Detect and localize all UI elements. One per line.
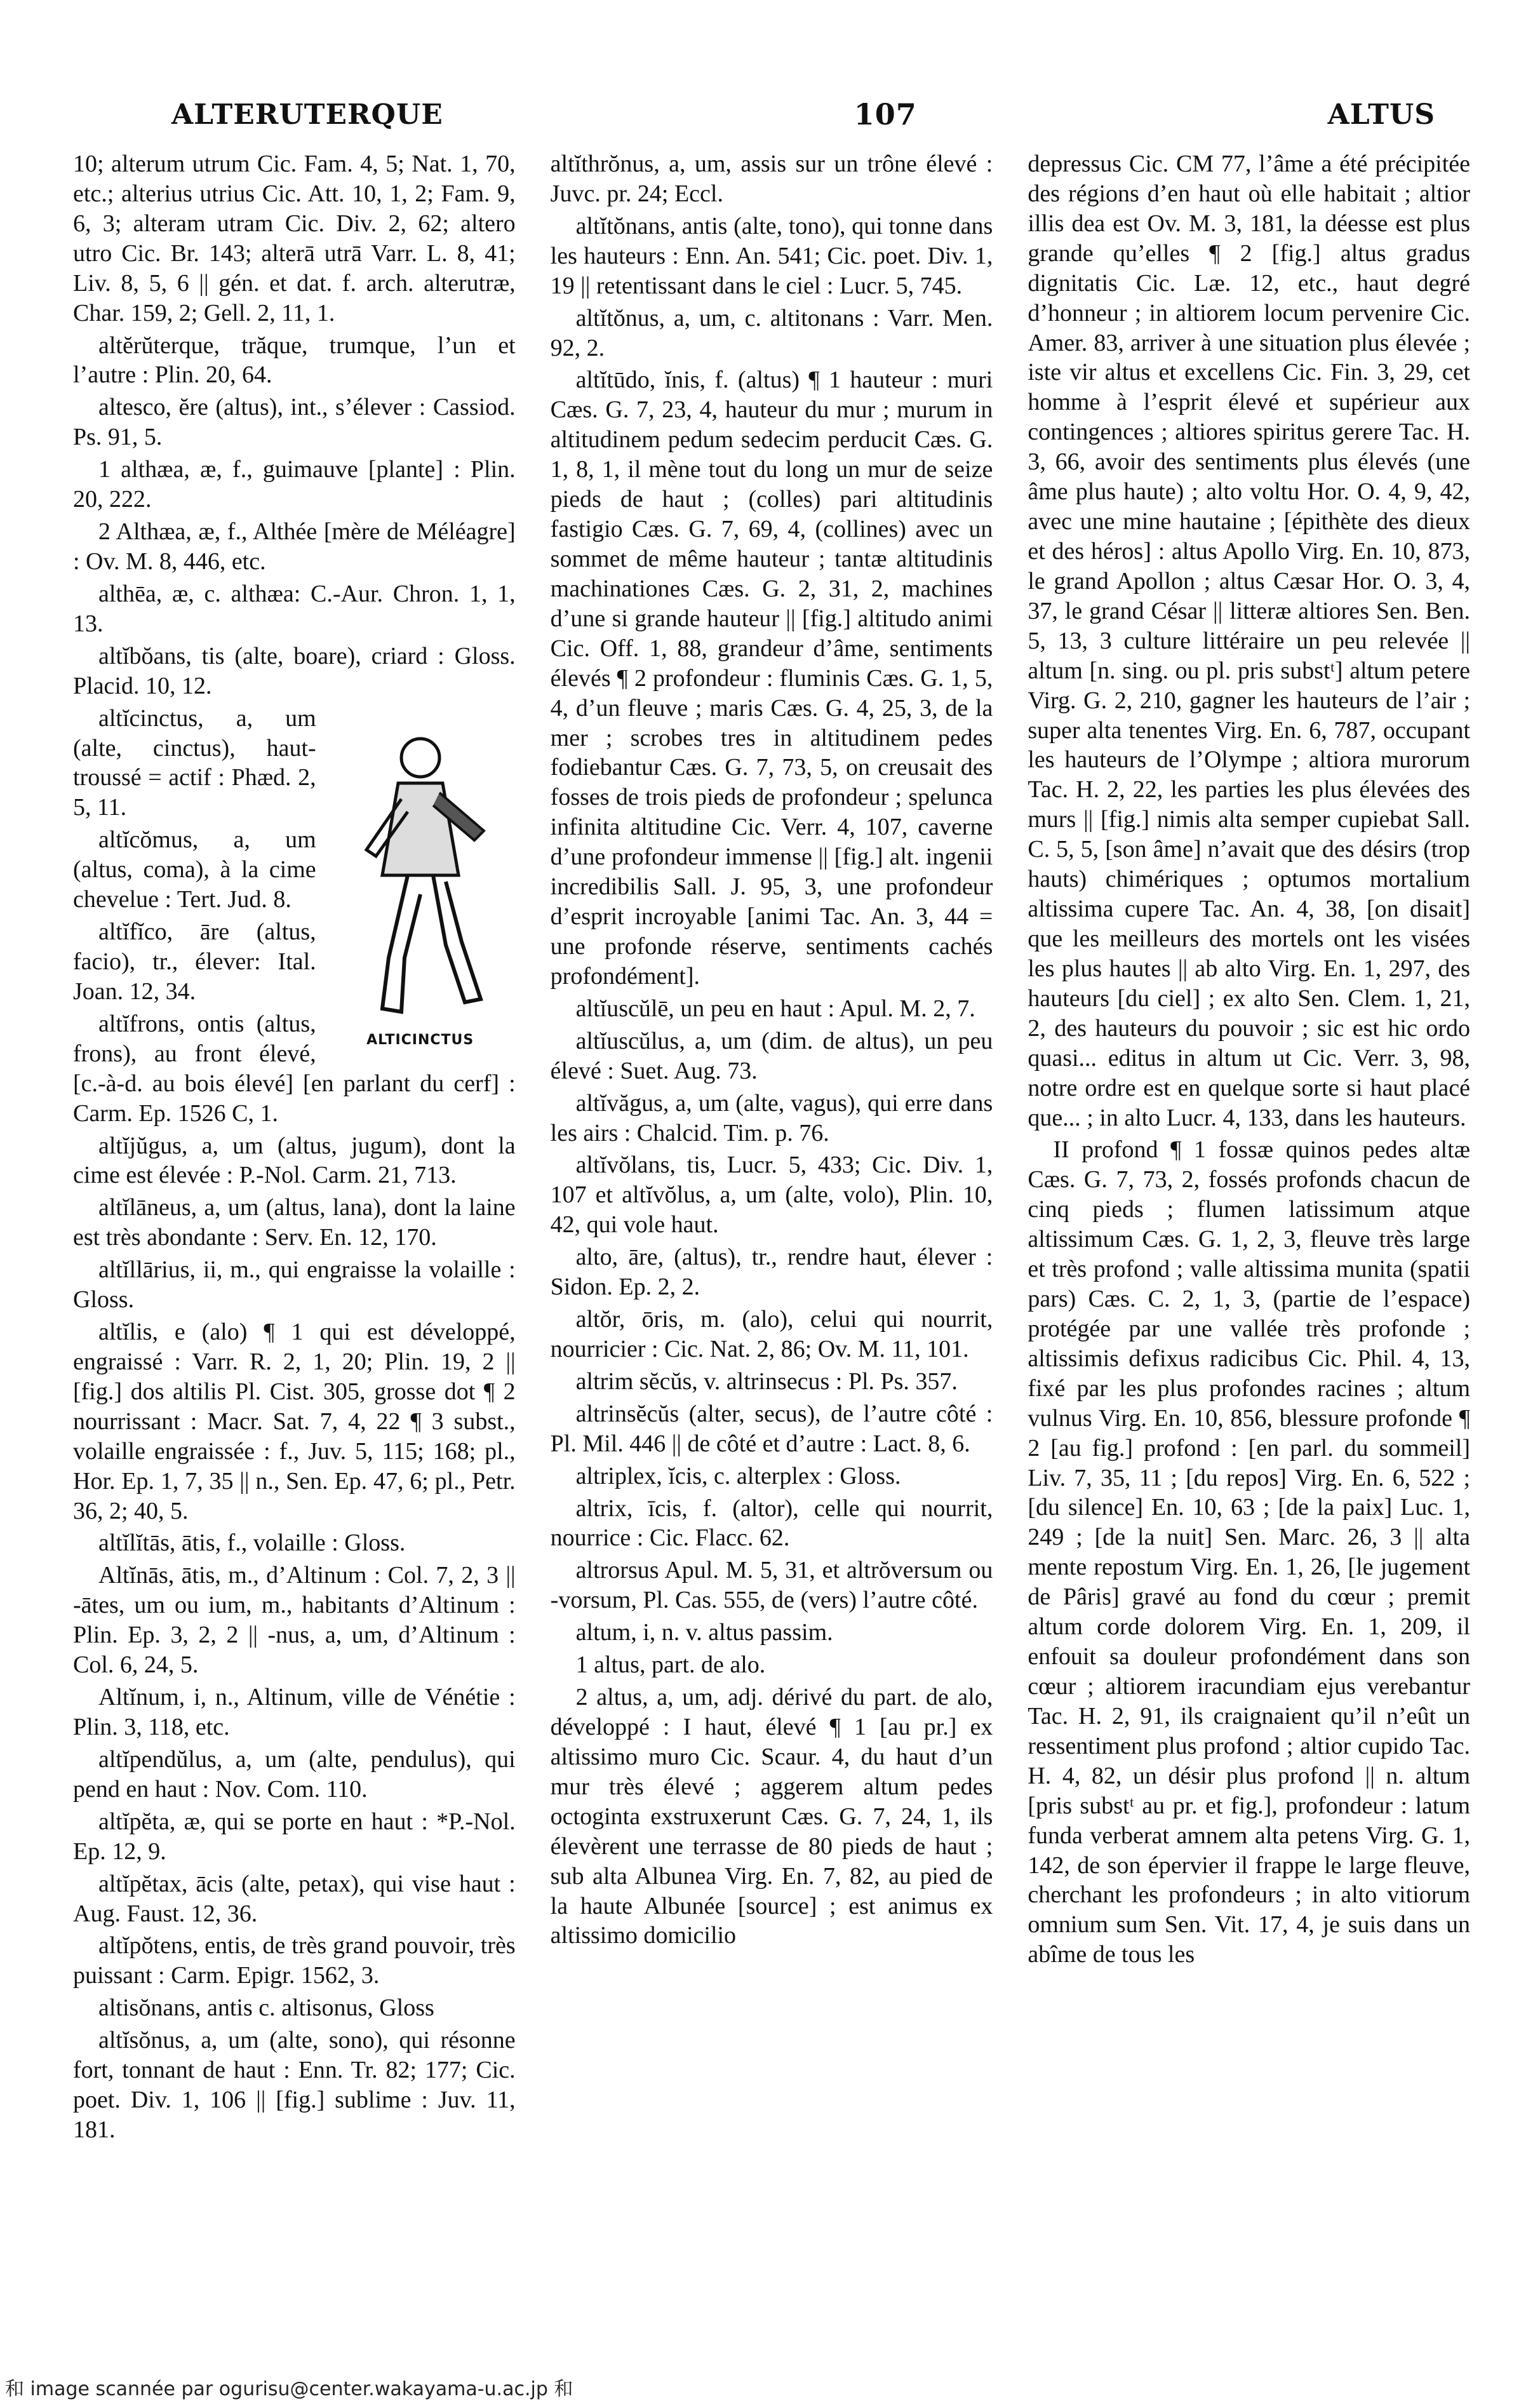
- page-number: 107: [854, 97, 917, 131]
- dictionary-entry: 10; alterum utrum Cic. Fam. 4, 5; Nat. 1, 70, etc.; alterius utrius Cic. Att. 10, 1, 2; Fam. 9, 6, 3; alteram utram Cic. Div. 2, 62; altero utro Cic. Br. 143; alterā utrā Varr. L. 8, 41; Liv. 8, 5, 6 || gén. et dat. f. arch. alterutræ, Char. 159, 2; Gell. 2, 11, 1.: [73, 151, 516, 326]
- dictionary-entry: altĭpĕta, æ, qui se porte en haut : *P.-Nol. Ep. 12, 9.: [73, 1808, 516, 1865]
- dictionary-entry: depressus Cic. CM 77, l’âme a été précipitée des régions d’en haut où elle habitait ; altior illis dea est Ov. M. 3, 181, la déesse est plus grande qu’elles ¶ 2 [fig.] altus gradus dignitatis Cic. Læ. 12, etc., haut degré d’honneur ; in altiorem locum pervenire Cic. Amer. 83, arriver à une situation plus élevée ; iste vir altus et excellens Cic. Fin. 3, 29, cet homme à l’esprit élevé et supérieur aux contingences ; altiores spiritus gerere Tac. H. 3, 66, avoir des sentiments plus élevés (une âme plus haute) ; alto voltu Hor. O. 4, 9, 42, avec une mine hautaine ; [épithète des dieux et des héros] : altus Apollo Virg. En. 10, 873, le grand Apollon ; altus Cæsar Hor. O. 3, 4, 37, le grand César || litteræ altiores Sen. Ben. 5, 13, 3 culture littéraire un peu relevée || altum [n. sing. ou pl. pris substᵗ] altum petere Virg. G. 2, 210, gagner les hauteurs de l’air ; super alta tenentes Virg. En. 6, 787, occupant les hauteurs de l’Olympe ; altiora murorum Tac. H. 2, 22, les parties les plus élevées des murs || [fig.] nimis alta semper cupiebat Sall. C. 5, 5, [son âme] n’avait que des désirs (trop hauts) chimériques ; optumos mortalium altissima cupere Tac. An. 4, 38, [on disait] que les meilleurs des mortels ont les visées les plus hautes || ab alto Virg. En. 1, 297, des hauteurs [du ciel] ; ex alto Sen. Clem. 1, 21, 2, des hauteurs du pouvoir ; sic est hic ordo quasi... editus in altum ut Cic. Verr. 3, 98, notre ordre est en quelque sorte si haut placé que... ; in alto Lucr. 4, 133, dans les hauteurs.: [1028, 151, 1471, 1131]
- dictionary-entry: altĭuscŭlē, un peu en haut : Apul. M. 2, 7.: [575, 995, 975, 1022]
- dictionary-entry: Altĭnās, ātis, m., d’Altinum : Col. 7, 2, 3 || -ātes, um ou ium, m., habitants d’Altinum : Plin. Ep. 3, 2, 2 || -nus, a, um, d’Altinum : Col. 6, 24, 5.: [73, 1562, 516, 1679]
- figure-caption: ALTICINCTUS: [366, 1032, 474, 1049]
- dictionary-entry: 2 altus, a, um, adj. dérivé du part. de alo, développé : I haut, élevé ¶ 1 [au pr.] ex altissimo muro Cic. Scaur. 4, du haut d’un mur très élevé ; aggerem altum pedes octoginta exstruxerunt Cæs. G. 7, 24, 1, ils élevèrent une terrasse de 80 pieds de haut ; sub alta Albunea Virg. En. 7, 82, au pied de la haute Albunée [source] ; est animus ex altissimo domicilio: [550, 1684, 993, 1949]
- dictionary-entry: altĭpĕtax, ācis (alte, petax), qui vise haut : Aug. Faust. 12, 36.: [73, 1870, 516, 1927]
- dictionary-entry: altĭllārius, ii, m., qui engraisse la volaille : Gloss.: [73, 1256, 516, 1314]
- dictionary-entry: altĕrŭterque, trăque, trumque, l’un et l’autre : Plin. 20, 64.: [73, 332, 516, 389]
- page-header: [171, 89, 1435, 140]
- dictionary-entry: altĭlĭtās, ātis, f., volaille : Gloss.: [98, 1529, 406, 1557]
- column-3: [1028, 149, 1470, 2264]
- dictionary-entry: 1 althæa, æ, f., guimauve [plante] : Plin. 20, 222.: [73, 456, 516, 513]
- dictionary-entry: altrix, īcis, f. (altor), celle qui nourrit, nourrice : Cic. Flacc. 62.: [550, 1495, 993, 1552]
- dictionary-entry: altĭjŭgus, a, um (altus, jugum), dont la cime est élevée : P.-Nol. Carm. 21, 713.: [73, 1132, 516, 1189]
- dictionary-entry: Altĭnum, i, n., Altinum, ville de Vénétie : Plin. 3, 118, etc.: [73, 1684, 516, 1741]
- dictionary-entry: altĭpendŭlus, a, um (alte, pendulus), qui pend en haut : Nov. Com. 110.: [73, 1745, 516, 1803]
- dictionary-entry: altrinsĕcŭs (alter, secus), de l’autre côté : Pl. Mil. 446 || de côté et d’autre : Lact. 8, 6.: [550, 1400, 993, 1457]
- header-right-word: ALTUS: [1327, 98, 1435, 131]
- dictionary-entry: 2 Althæa, æ, f., Althée [mère de Méléagre] : Ov. M. 8, 446, etc.: [73, 518, 516, 575]
- dictionary-entry: altĭuscŭlus, a, um (dim. de altus), un peu élevé : Suet. Aug. 73.: [550, 1027, 993, 1084]
- dictionary-entry: altĭvăgus, a, um (alte, vagus), qui erre dans les airs : Chalcid. Tim. p. 76.: [550, 1089, 993, 1146]
- dictionary-entry: altĭcŏmus, a, um (altus, coma), à la cime chevelue : Tert. Jud. 8.: [73, 826, 316, 913]
- dictionary-entry: altĭfĭco, āre (altus, facio), tr., élever: Ital. Joan. 12, 34.: [73, 918, 316, 1005]
- dictionary-entry: altĭbŏans, tis (alte, boare), criard : Gloss. Placid. 10, 12.: [73, 642, 516, 699]
- column-1: [73, 149, 516, 2264]
- scan-credit-footer: 和 image scannée par ogurisu@center.wakayama-u.ac.jp 和: [5, 2378, 573, 2400]
- dictionary-entry: 1 altus, part. de alo.: [575, 1651, 766, 1679]
- dictionary-entry: alto, āre, (altus), tr., rendre haut, élever : Sidon. Ep. 2, 2.: [550, 1244, 993, 1301]
- dictionary-entry: altĭpŏtens, entis, de très grand pouvoir, très puissant : Carm. Epigr. 1562, 3.: [73, 1932, 516, 1989]
- dictionary-entry: altĭlāneus, a, um (altus, lana), dont la laine est très abondante : Serv. En. 12, 170.: [73, 1194, 516, 1251]
- dictionary-entry: altrim sĕcŭs, v. altrinsecus : Pl. Ps. 357.: [575, 1368, 958, 1395]
- dictionary-entry: altesco, ĕre (altus), int., s’élever : Cassiod. Ps. 91, 5.: [73, 394, 516, 451]
- dictionary-entry: altĭsŏnus, a, um (alte, sono), qui résonne fort, tonnant de haut : Enn. Tr. 82; 177; Cic. poet. Div. 1, 106 || [fig.] sublime : Juv. 11, 181.: [73, 2027, 516, 2143]
- dictionary-entry: altŏr, ōris, m. (alo), celui qui nourrit, nourricier : Cic. Nat. 2, 86; Ov. M. 11, 101.: [550, 1306, 993, 1362]
- dictionary-entry: altĭthrŏnus, a, um, assis sur un trône élevé : Juvc. pr. 24; Eccl.: [550, 151, 993, 207]
- dictionary-entry: altĭtūdo, ĭnis, f. (altus) ¶ 1 hauteur : muri Cæs. G. 7, 23, 4, hauteur du mur ; murum in altitudinem pedum sedecim perducit Cæs. G. 1, 8, 1, il mène tout du long un mur de seize pieds de haut ; (colles) pari altitudinis fastigio Cæs. G. 7, 69, 4, (collines) avec un sommet de même hauteur ; tantæ altitudinis machinationes Cæs. G. 2, 31, 2, machines d’une si grande hauteur || [fig.] altitudo animi Cic. Off. 1, 88, grandeur d’âme, sentiments élevés ¶ 2 profondeur : fluminis Cæs. G. 1, 5, 4, d’un fleuve ; maris Cæs. G. 4, 25, 3, de la mer ; scrobes tres in altitudinem pedes fodiebantur Cæs. G. 7, 73, 5, on creusait des fosses de trois pieds de profondeur ; spelunca infinita altitudine Cic. Verr. 4, 107, caverne d’une profondeur immense || [fig.] alt. ingenii incredibilis Sall. J. 95, 3, une profondeur d’esprit incroyable [animi Tac. An. 3, 44 = une profonde réserve, sentiments cachés profondément].: [550, 366, 993, 990]
- dictionary-entry: altĭlis, e (alo) ¶ 1 qui est développé, engraissé : Varr. R. 2, 1, 20; Plin. 19, 2 || [fig.] dos altilis Pl. Cist. 305, grosse dot ¶ 2 nourrissant : Macr. Sat. 7, 4, 22 ¶ 3 subst., volaille engraissée : f., Juv. 5, 115; 168; pl., Hor. Ep. 1, 7, 35 || n., Sen. Ep. 47, 6; pl., Petr. 36, 2; 40, 5.: [73, 1319, 516, 1524]
- dictionary-entry: althēa, æ, c. althæa: C.-Aur. Chron. 1, 1, 13.: [73, 580, 516, 637]
- alticinctus-illustration: [325, 706, 516, 1049]
- walking-figure-icon: [338, 729, 503, 1028]
- dictionary-entry: altum, i, n. v. altus passim.: [575, 1619, 833, 1646]
- dictionary-columns: [73, 149, 1470, 2264]
- dictionary-entry: altriplex, ĭcis, c. alterplex : Gloss.: [575, 1462, 901, 1489]
- column-2: [551, 149, 993, 2264]
- dictionary-entry: altrorsus Apul. M. 5, 31, et altrŏversum ou -vorsum, Pl. Cas. 555, de (vers) l’autre côté.: [550, 1557, 993, 1614]
- header-left-word: ALTERUTERQUE: [171, 98, 443, 131]
- dictionary-entry: altĭfrons, ontis (altus, frons), au front élevé, [c.-à-d. au bois élevé] [en parlant du cerf] : Carm. Ep. 1526 C, 1.: [73, 1010, 516, 1127]
- dictionary-entry: altĭvŏlans, tis, Lucr. 5, 433; Cic. Div. 1, 107 et altĭvŏlus, a, um (alte, volo), Plin. 10, 42, qui vole haut.: [550, 1152, 993, 1239]
- dictionary-entry: altĭtŏnus, a, um, c. altitonans : Varr. Men. 92, 2.: [550, 304, 993, 361]
- dictionary-entry: altĭcinctus, a, um (alte, cinctus), haut-troussé = actif : Phæd. 2, 5, 11.: [73, 704, 316, 821]
- dictionary-entry: altisŏnans, antis c. altisonus, Gloss: [98, 1994, 434, 2022]
- dictionary-entry: altĭtŏnans, antis (alte, tono), qui tonne dans les hauteurs : Enn. An. 541; Cic. poet. Div. 1, 19 || retentissant dans le ciel : Lucr. 5, 745.: [550, 212, 993, 299]
- dictionary-entry: II profond ¶ 1 fossæ quinos pedes altæ Cæs. G. 7, 73, 2, fossés profonds chacun de cinq pieds ; flumen latissimum atque altissimum Cæs. G. 1, 2, 3, fleuve très large et très profond ; valle altissima munita (spatii pars) Cæs. C. 2, 1, 3, (partie de l’espace) protégée par une vallée très profonde ; altissimis defixus radicibus Cic. Phil. 4, 13, fixé par les plus profondes racines ; altum vulnus Virg. En. 10, 856, blessure profonde ¶ 2 [au fig.] profond : [en parl. du sommeil] Liv. 7, 35, 11 ; [du repos] Virg. En. 6, 522 ; [du silence] En. 10, 63 ; [de la paix] Luc. 1, 249 ; [de la nuit] Sen. Marc. 26, 3 || alta mente repostum Virg. En. 1, 26, [le jugement de Pâris] gravé au fond du cœur ; premit altum corde dolorem Virg. En. 1, 209, il enfouit sa douleur profondément dans son cœur ; altiorem iracundiam ejus verebantur Tac. H. 2, 91, ils craignaient qu’il n’eût un ressentiment plus profond ; altior cupido Tac. H. 4, 82, un désir plus profond || n. altum [pris substᵗ au pr. et fig.], profondeur : latum funda verberat amnem alta petens Virg. G. 1, 142, de son épervier il frappe le large fleuve, cherchant les profondeurs ; in alto vitiorum omnium sum Sen. Vit. 17, 4, je suis dans un abîme de tous les: [1028, 1136, 1471, 1968]
